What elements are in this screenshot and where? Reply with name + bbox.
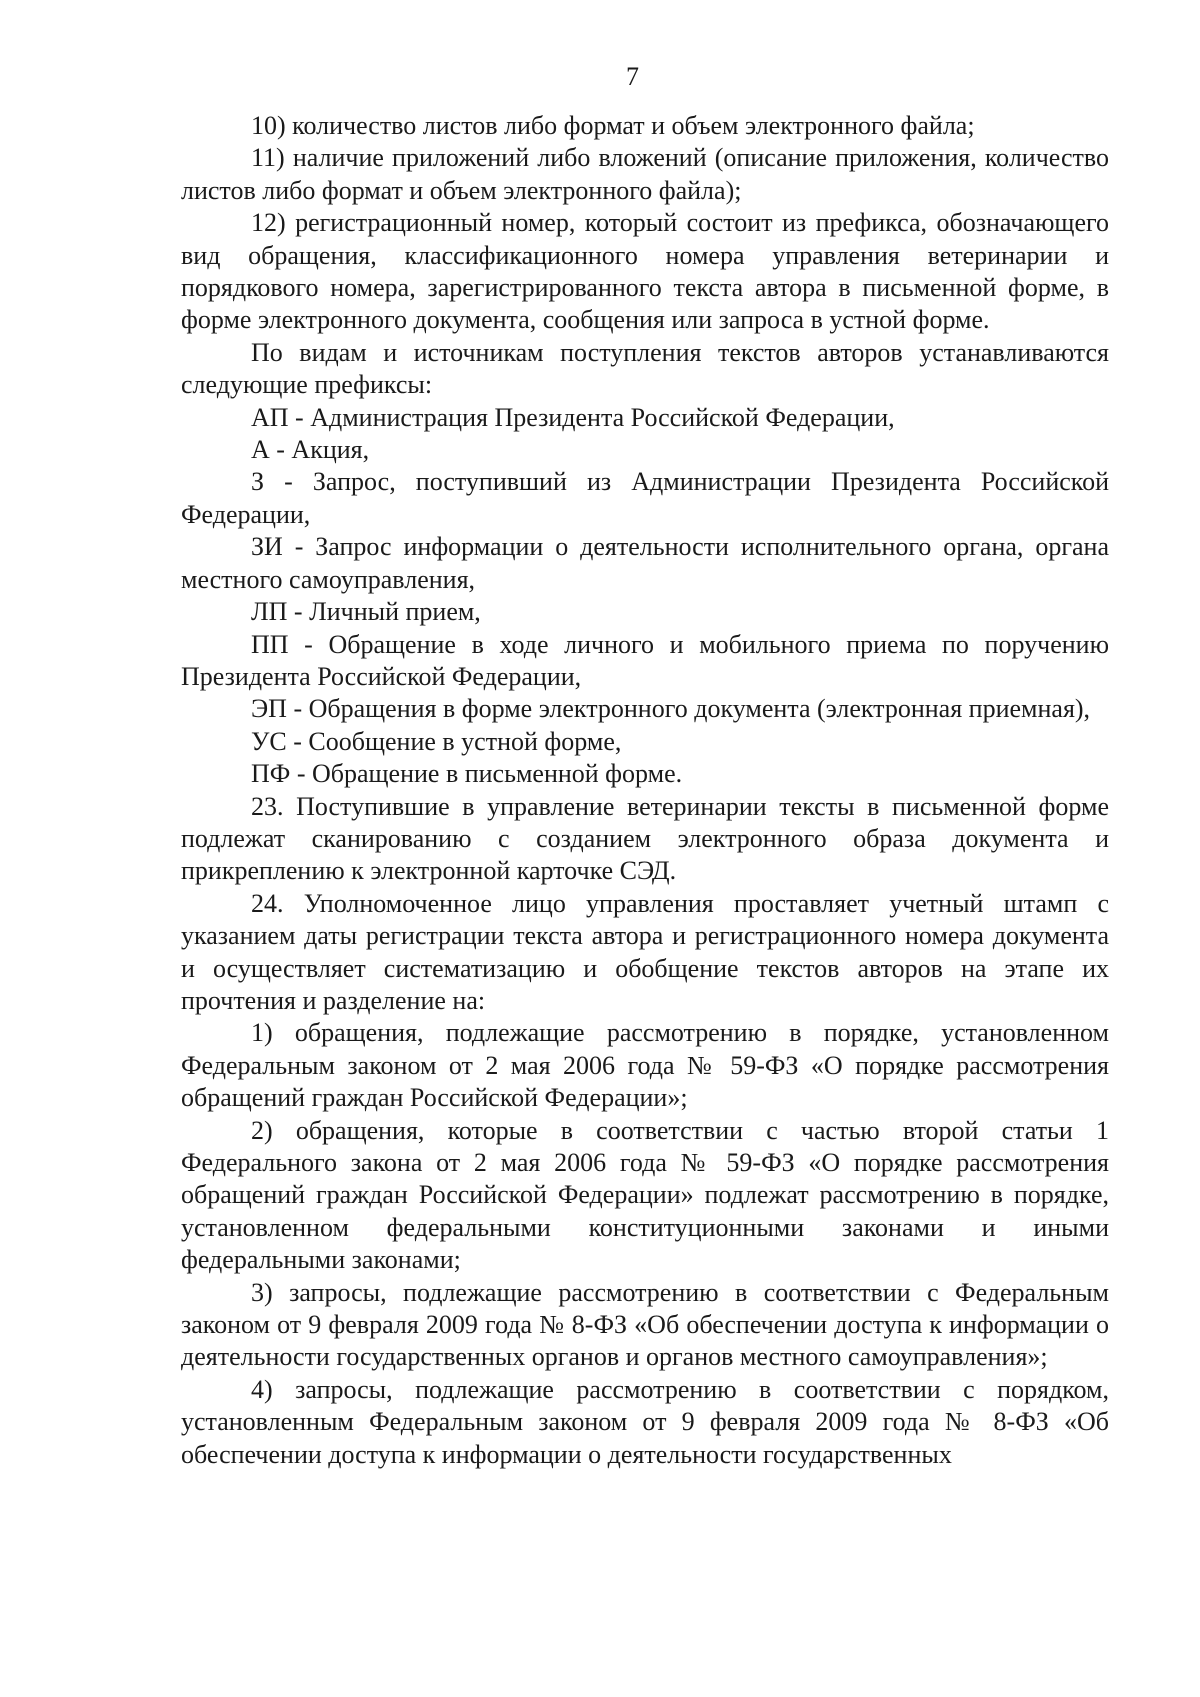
paragraph-24-item-3: 3) запросы, подлежащие рассмотрению в соответствии с Федеральным законом от 9 февраля 2009 года № 8-ФЗ «Об обеспечении доступа к информации о деятельности государственных органов и органов местного самоуправления»; [181, 1277, 1109, 1372]
document-body [181, 110, 1109, 1471]
prefix-us: УС - Сообщение в устной форме, [251, 726, 622, 756]
page-number: 7 [626, 62, 639, 91]
prefix-pf: ПФ - Обращение в письменной форме. [251, 759, 683, 789]
paragraph-item-11: 11) наличие приложений либо вложений (описание приложения, количество листов либо формат и объем электронного файла); [181, 143, 1109, 205]
prefix-lp: ЛП - Личный прием, [251, 597, 481, 627]
paragraph-24-item-4: 4) запросы, подлежащие рассмотрению в соответствии с порядком, установленным Федеральным законом от 9 февраля 2009 года № 8-ФЗ «Об обеспечении доступа к информации о деятельности государственных [181, 1374, 1109, 1469]
prefix-ep: ЭП - Обращения в форме электронного документа (электронная приемная), [251, 694, 1091, 724]
paragraph-24-item-2: 2) обращения, которые в соответствии с частью второй статьи 1 Федерального закона от 2 мая 2006 года № 59-ФЗ «О порядке рассмотрения обращений граждан Российской Федерации» подлежат рассмотрению в порядке, установленном федеральными конституционными законами и иными федеральными законами; [181, 1115, 1109, 1275]
paragraph-23: 23. Поступившие в управление ветеринарии тексты в письменной форме подлежат сканированию с созданием электронного образа документа и прикреплению к электронной карточке СЭД. [181, 791, 1109, 886]
prefix-pp: ПП - Обращение в ходе личного и мобильного приема по поручению Президента Российской Федерации, [181, 629, 1109, 691]
prefix-zi: ЗИ - Запрос информации о деятельности исполнительного органа, органа местного самоуправления, [181, 532, 1109, 594]
paragraph-24-item-1: 1) обращения, подлежащие рассмотрению в порядке, установленном Федеральным законом от 2 мая 2006 года № 59-ФЗ «О порядке рассмотрения обращений граждан Российской Федерации»; [181, 1018, 1109, 1113]
prefix-a: А - Акция, [251, 435, 370, 465]
paragraph-item-10: 10) количество листов либо формат и объем электронного файла; [251, 111, 975, 140]
prefix-z: З - Запрос, поступивший из Администрации Президента Российской Федерации, [181, 467, 1109, 529]
paragraph-item-12: 12) регистрационный номер, который состоит из префикса, обозначающего вид обращения, классификационного номера управления ветеринарии и порядкового номера, зарегистрированного текста автора в письменной форме, в форме электронного документа, сообщения или запроса в устной форме. [181, 208, 1109, 335]
prefix-ap: АП - Администрация Президента Российской Федерации, [251, 402, 895, 432]
paragraph-prefixes-intro: По видам и источникам поступления текстов авторов устанавливаются следующие префиксы: [181, 337, 1109, 400]
paragraph-24: 24. Уполномоченное лицо управления проставляет учетный штамп с указанием даты регистрации текста автора и регистрационного номера документа и осуществляет систематизацию и обобщение текстов авторов на этапе их прочтения и разделение на: [181, 888, 1109, 1015]
